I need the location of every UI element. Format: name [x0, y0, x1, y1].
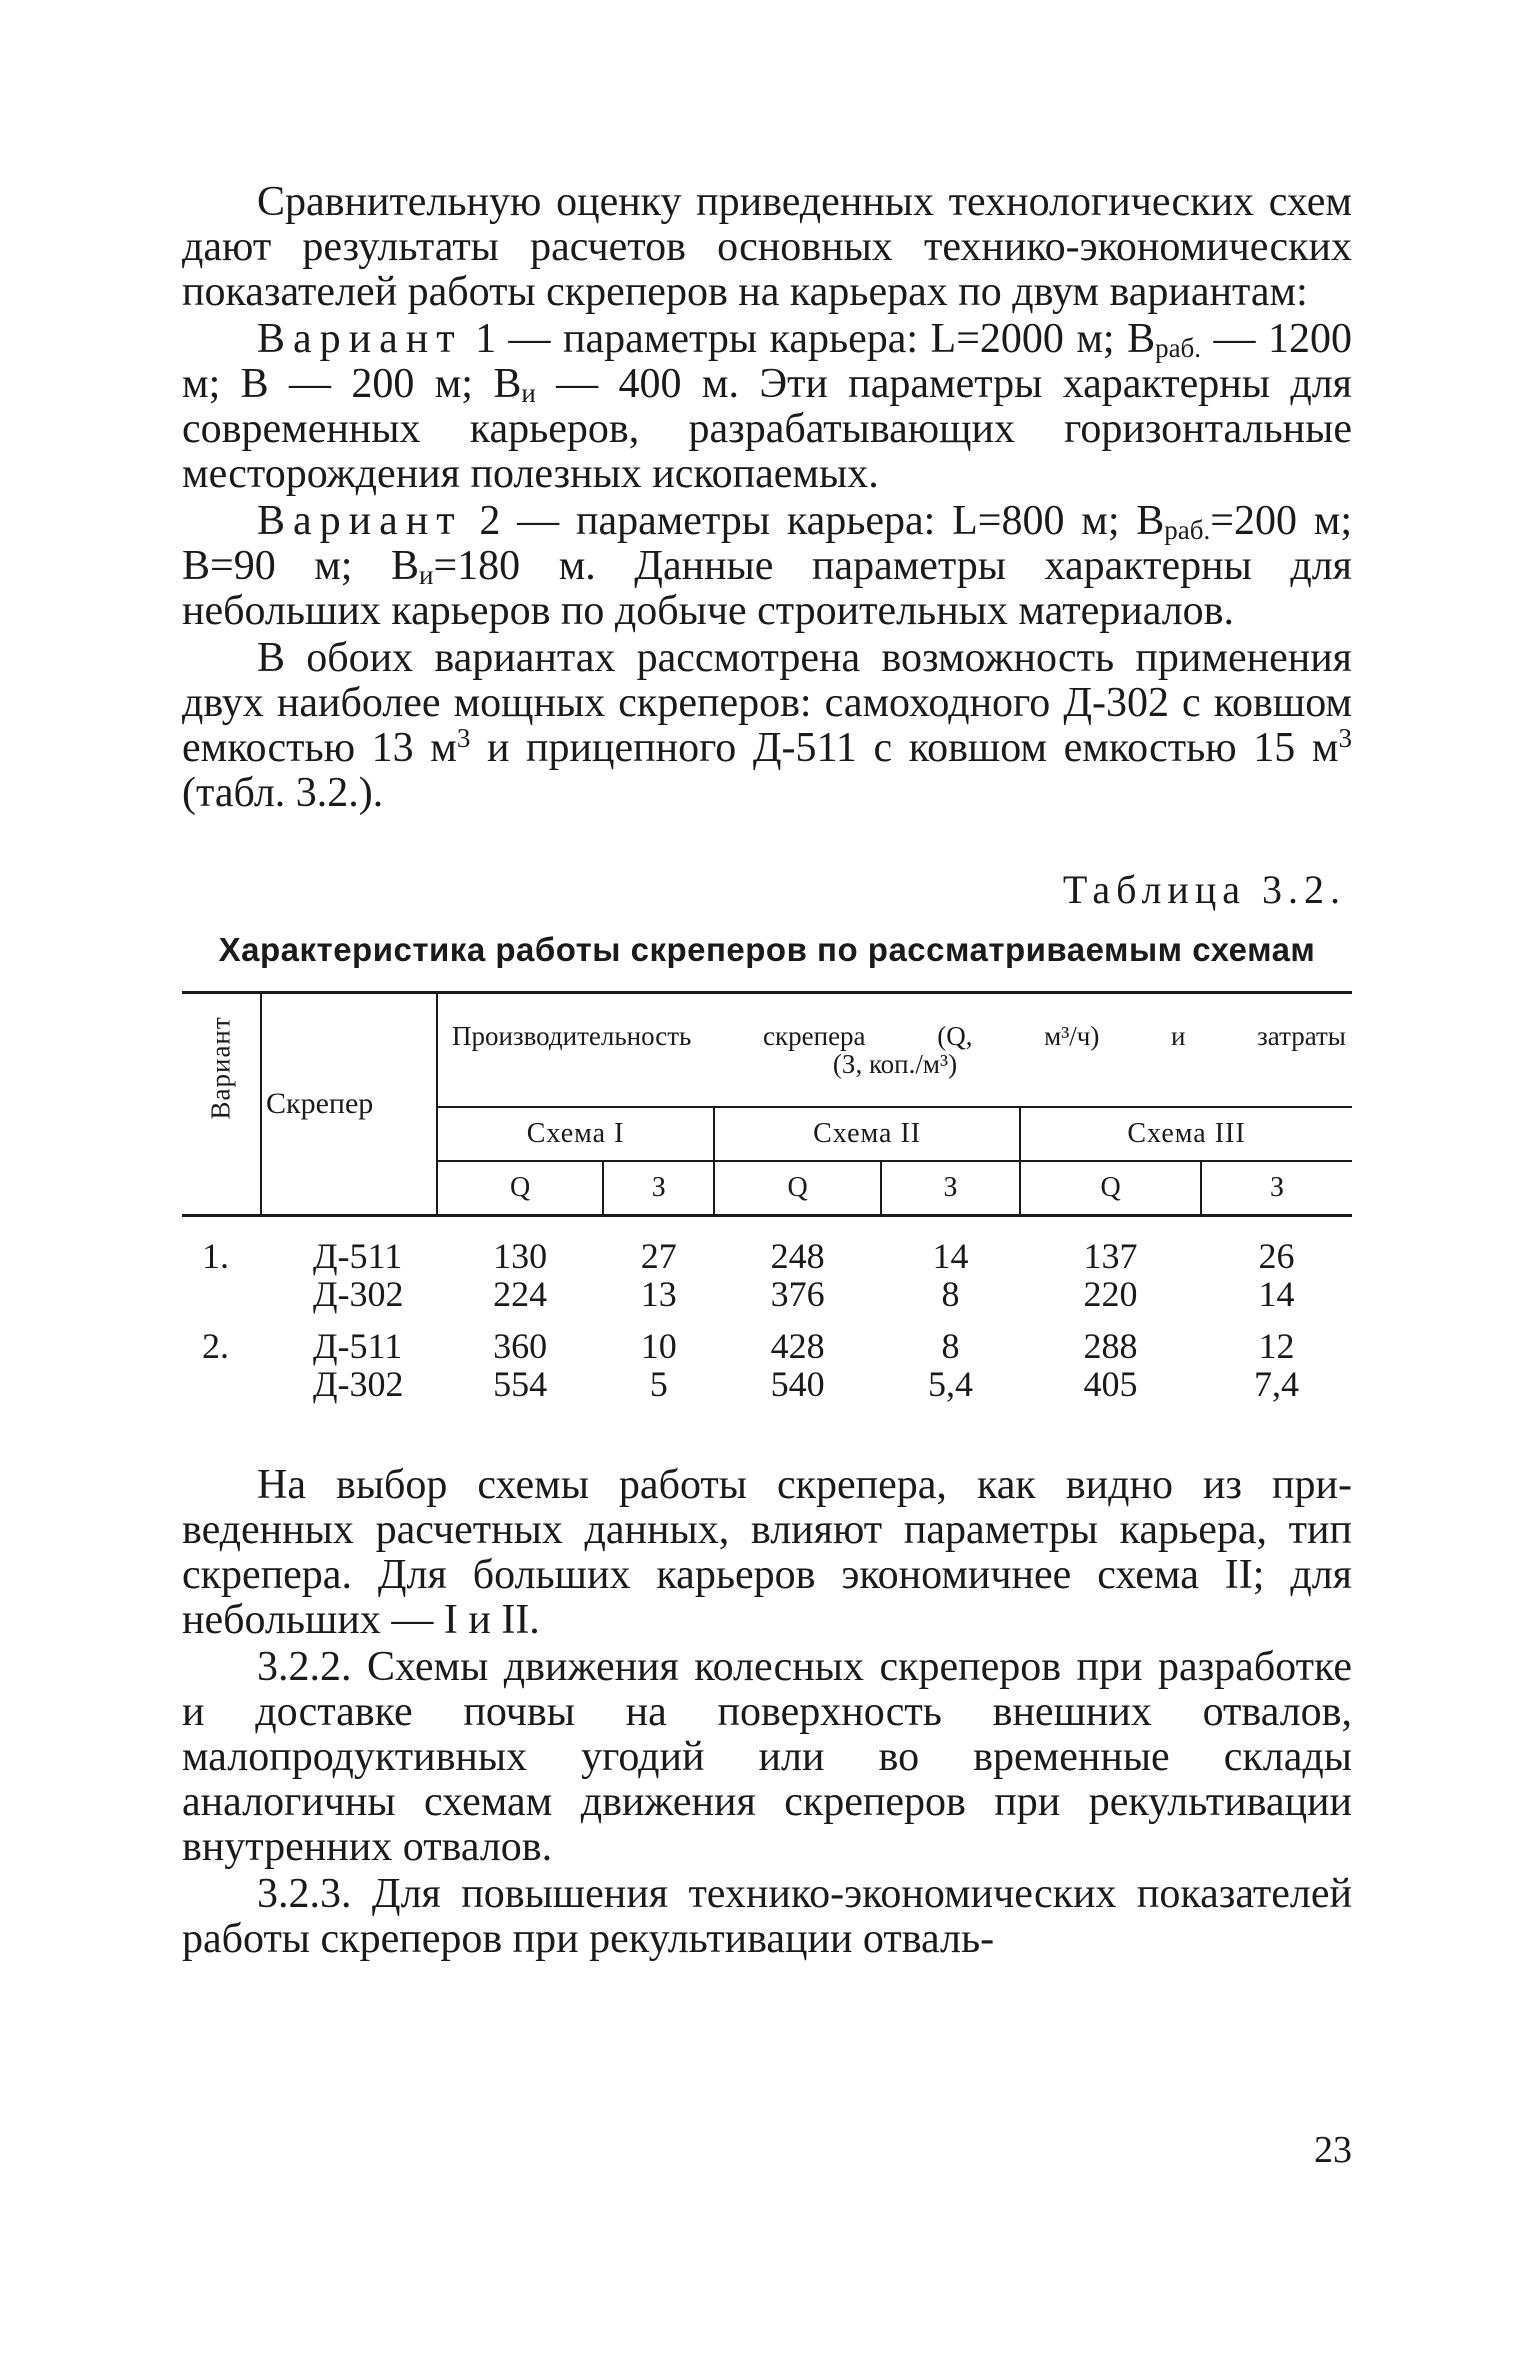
cell-value: 220 [1083, 1274, 1138, 1314]
scraper-name: Д-302 [313, 1364, 404, 1404]
scraper-name: Д-511 [313, 1236, 403, 1276]
subheader-q: Q [437, 1161, 603, 1216]
paragraph-variant-2: Вариант 2 — параметры карьера: L=800 м; $B_{раб.}=200$ м; B=90 м; $B_и=180$ м. Данные параметры характерны для небольших карьеров по добыче строительных материалов. [182, 498, 1352, 634]
cell-value: 7,4 [1254, 1364, 1300, 1404]
cell-value: 540 [770, 1364, 825, 1404]
scraper-name: Д-302 [313, 1274, 404, 1314]
column-header-scraper: Скрепер [261, 993, 437, 1216]
paragraph-variant-1: Вариант 1 — параметры карьера: L=2000 м; $B_{раб.}$ — 1200 м; B — 200 м; $B_и$ — 400 м. Эти параметры характерны для современных карьеров, разрабатывающих горизонтальные месторождения полезных ископаемых. [182, 316, 1352, 497]
variant-number: 1. [202, 1236, 229, 1276]
table-row [182, 1327, 1352, 1365]
table-row [182, 1216, 1352, 1276]
table-title: Характеристика работы скреперов по рассматриваемым схемам [218, 931, 1316, 968]
paragraph-3-2-3: 3.2.3. Для повышения технико-экономических показателей работы скреперов при рекультивации отваль- [182, 1871, 1352, 1962]
page-number: 23 [1314, 2129, 1352, 2171]
cell-value: 14 [932, 1236, 969, 1276]
page-content [182, 180, 1352, 1964]
bottom-text [182, 1463, 1352, 1962]
cell-value: 8 [941, 1326, 960, 1366]
cell-value: 130 [493, 1236, 548, 1276]
cell-value: 10 [640, 1326, 677, 1366]
subheader-q: Q [714, 1161, 881, 1216]
cell-value: 360 [493, 1326, 548, 1366]
cell-value: 8 [941, 1274, 960, 1314]
subheader-q: Q [1020, 1161, 1201, 1216]
cell-value: 224 [493, 1274, 548, 1314]
paragraph-3-2-2: 3.2.2. Схемы движения колесных скреперов при разработке и доставке почвы на поверхность внешних отвалов, малопродуктивных угодий или во временные склады аналогичны схемам движения скреперов при рекультивации внутренних отвалов. [182, 1644, 1352, 1870]
column-header-scheme-3: Схема III [1020, 1107, 1352, 1161]
scraper-name: Д-511 [313, 1326, 403, 1366]
cell-value: 554 [493, 1364, 548, 1404]
cell-value: 14 [1258, 1274, 1295, 1314]
cell-value: 5 [649, 1364, 668, 1404]
column-header-productivity: Производительность скрепера (Q, м³/ч) и затраты (З, коп./м³) [437, 993, 1352, 1108]
cell-value: 27 [640, 1236, 677, 1276]
paragraph-both-variants: В обоих вариантах рассмотрена возможность применения двух наиболее мощных скреперов: самоходного Д-302 с ковшом емкостью 13 $м^3$ и прицепного Д-511 с ковшом емкостью 15 $м^3$ (табл. 3.2.). [182, 635, 1352, 816]
paragraph-conclusion: На выбор схемы работы скрепера, как видно из приведенных расчетных данных, влияют параметры карьера, тип скрепера. Для больших карьеров экономичнее схема II; для небольших — I и II. [182, 1462, 1352, 1643]
scraper-table [182, 991, 1352, 1403]
cell-value: 5,4 [928, 1364, 974, 1404]
subheader-z: З [881, 1161, 1020, 1216]
variant-number: 2. [202, 1326, 229, 1366]
column-header-scheme-1: Схема I [437, 1107, 714, 1161]
cell-value: 12 [1258, 1326, 1295, 1366]
variant-1-label: Вариант [257, 316, 463, 362]
cell-value: 137 [1083, 1236, 1138, 1276]
table-row [182, 1365, 1352, 1403]
cell-value: 13 [640, 1274, 677, 1314]
cell-value: 405 [1083, 1364, 1138, 1404]
paragraph-intro: Сравнительную оценку приведенных технологических схем дают результаты расчетов основных технико-экономических показателей работы скреперов на карьерах по двум вариантам: [182, 179, 1352, 315]
cell-value: 26 [1258, 1236, 1295, 1276]
table-row [182, 1275, 1352, 1313]
table-caption: Таблица 3.2. [1062, 867, 1346, 912]
cell-value: 376 [770, 1274, 825, 1314]
column-header-scheme-2: Схема II [714, 1107, 1020, 1161]
cell-value: 248 [770, 1236, 825, 1276]
subheader-z: З [603, 1161, 714, 1216]
variant-2-label: Вариант [257, 498, 463, 544]
column-header-variant: Вариант [182, 993, 261, 1216]
cell-value: 428 [770, 1326, 825, 1366]
cell-value: 288 [1083, 1326, 1138, 1366]
subheader-z: З [1201, 1161, 1352, 1216]
